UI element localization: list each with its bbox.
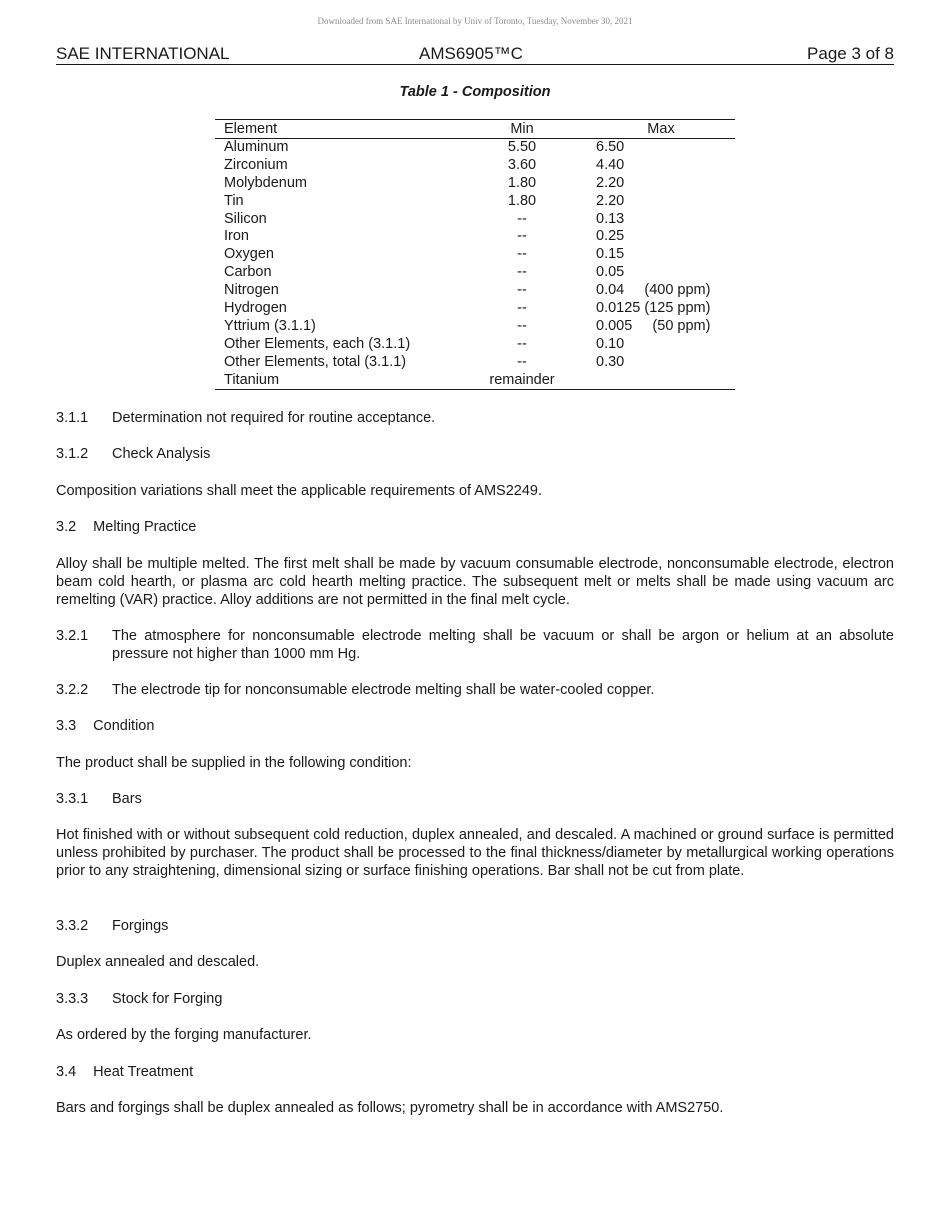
section-3-1-2-body	[56, 482, 894, 500]
section-title: Stock for Forging	[112, 991, 223, 1007]
section-3-3-3-body	[56, 1026, 894, 1044]
section-body: The product shall be supplied in the following condition:	[56, 755, 412, 771]
section-title: Bars	[112, 791, 142, 807]
cell-max: 0.13	[596, 210, 625, 227]
section-3-4-body	[56, 1099, 894, 1117]
cell-min: --	[517, 317, 527, 334]
cell-max: 0.005 (50 ppm)	[596, 317, 711, 334]
cell-max: 6.50	[596, 139, 625, 155]
cell-element: Other Elements, each (3.1.1)	[224, 335, 411, 352]
table-row	[215, 211, 735, 229]
section-title: Forgings	[112, 918, 169, 934]
section-number: 3.2.2	[56, 682, 89, 698]
cell-max: 0.05	[596, 264, 625, 281]
table-row	[215, 246, 735, 264]
cell-max: 0.15	[596, 246, 625, 263]
section-body: Composition variations shall meet the applicable requirements of AMS2249.	[56, 483, 543, 499]
section-number: 3.3	[56, 718, 77, 734]
cell-min: --	[517, 282, 527, 299]
section-3-2-2	[56, 681, 894, 699]
table-header-row	[215, 120, 735, 139]
section-number: 3.2.1	[56, 628, 89, 644]
header-org: SAE INTERNATIONAL	[56, 44, 230, 63]
cell-max: 0.25	[596, 228, 625, 245]
section-3-3-body	[56, 754, 894, 772]
table-row	[215, 157, 735, 175]
section-text: The atmosphere for nonconsumable electrode melting shall be vacuum or shall be argon or helium at an absolute pressure not higher than 1000 mm Hg.	[112, 628, 894, 662]
table-row	[215, 372, 735, 390]
section-text: The electrode tip for nonconsumable electrode melting shall be water-cooled copper.	[112, 682, 655, 698]
cell-min: --	[517, 210, 527, 227]
cell-max: 2.20	[596, 192, 625, 209]
cell-min: --	[517, 353, 527, 370]
cell-element: Hydrogen	[224, 300, 287, 317]
cell-min: remainder	[489, 371, 555, 388]
section-3-2-1	[56, 627, 894, 663]
section-3-1-1	[56, 409, 894, 427]
cell-min: --	[517, 228, 527, 245]
page-header	[56, 44, 894, 65]
section-title: Heat Treatment	[93, 1064, 194, 1080]
header-element: Element	[224, 121, 278, 137]
header-max: Max	[647, 121, 675, 137]
table-row	[215, 228, 735, 246]
cell-max: 0.0125 (125 ppm)	[596, 300, 711, 317]
table-row	[215, 193, 735, 211]
section-title: Check Analysis	[112, 446, 211, 462]
section-3-2-heading	[56, 518, 894, 536]
table-row	[215, 175, 735, 193]
section-body: Bars and forgings shall be duplex annealed as follows; pyrometry shall be in accordance with AMS2750.	[56, 1100, 724, 1116]
section-number: 3.1.2	[56, 446, 89, 462]
cell-element: Silicon	[224, 210, 267, 227]
section-body: Duplex annealed and descaled.	[56, 954, 260, 970]
table-row	[215, 318, 735, 336]
cell-max: 0.10	[596, 335, 625, 352]
section-3-3-2-heading	[56, 917, 894, 935]
cell-min: 1.80	[507, 174, 537, 191]
section-3-3-1-heading	[56, 790, 894, 808]
header-min: Min	[510, 121, 534, 137]
section-number: 3.2	[56, 519, 77, 535]
table-title: Table 1 - Composition	[399, 84, 551, 100]
download-notice: Downloaded from SAE International by Univ of Toronto, Tuesday, November 30, 2021	[317, 16, 633, 26]
cell-element: Other Elements, total (3.1.1)	[224, 353, 407, 370]
cell-element: Tin	[224, 192, 244, 209]
section-number: 3.3.1	[56, 791, 89, 807]
header-doc-number: AMS6905™C	[419, 44, 523, 63]
section-3-4-heading	[56, 1063, 894, 1081]
cell-element: Carbon	[224, 264, 272, 281]
table-row	[215, 300, 735, 318]
section-text: Determination not required for routine acceptance.	[112, 410, 436, 426]
section-title: Condition	[93, 718, 155, 734]
table-row	[215, 354, 735, 372]
cell-min: 5.50	[507, 139, 537, 155]
section-3-3-3-heading	[56, 990, 894, 1008]
section-3-3-2-body	[56, 953, 894, 971]
composition-table	[215, 119, 735, 390]
section-title: Melting Practice	[93, 519, 197, 535]
section-3-3-1-body	[56, 826, 894, 880]
table-row	[215, 139, 735, 157]
cell-element: Iron	[224, 228, 249, 245]
cell-min: 3.60	[507, 156, 537, 173]
section-body: Hot finished with or without subsequent cold reduction, duplex annealed, and descaled. A machined or ground surface is permitted unless prohibited by purchaser. The product shall be processed to the final thickness/diameter by metallurgical working operations prior to any straightening, dimensional sizing or surface finishing operations. Bar shall not be cut from plate.	[56, 827, 894, 879]
cell-max: 0.30	[596, 353, 625, 370]
cell-max: 0.04 (400 ppm)	[596, 282, 711, 299]
section-number: 3.4	[56, 1064, 77, 1080]
section-body: Alloy shall be multiple melted. The first melt shall be made by vacuum consumable electrode, nonconsumable electrode, electron beam cold hearth, or plasma arc cold hearth melting practice. The subsequent melt or melts shall be made using vacuum arc remelting (VAR) practice. Alloy additions are not permitted in the final melt cycle.	[56, 556, 894, 608]
table-row	[215, 336, 735, 354]
table-row	[215, 282, 735, 300]
cell-min: --	[517, 335, 527, 352]
cell-min: 1.80	[507, 192, 537, 209]
section-number: 3.3.3	[56, 991, 89, 1007]
cell-element: Zirconium	[224, 156, 288, 173]
cell-element: Nitrogen	[224, 282, 279, 299]
cell-element: Aluminum	[224, 139, 289, 155]
cell-min: --	[517, 264, 527, 281]
section-body: As ordered by the forging manufacturer.	[56, 1027, 312, 1043]
section-3-3-heading	[56, 717, 894, 735]
section-number: 3.1.1	[56, 410, 89, 426]
cell-max: 2.20	[596, 174, 625, 191]
cell-min: --	[517, 300, 527, 317]
cell-max: 4.40	[596, 156, 625, 173]
cell-element: Oxygen	[224, 246, 274, 263]
section-number: 3.3.2	[56, 918, 89, 934]
section-3-2-body	[56, 555, 894, 609]
cell-element: Molybdenum	[224, 174, 308, 191]
cell-min: --	[517, 246, 527, 263]
header-page-number: Page 3 of 8	[807, 44, 894, 63]
table-row	[215, 264, 735, 282]
section-3-1-2-heading	[56, 445, 894, 463]
cell-element: Yttrium (3.1.1)	[224, 317, 316, 334]
cell-element: Titanium	[224, 371, 280, 388]
